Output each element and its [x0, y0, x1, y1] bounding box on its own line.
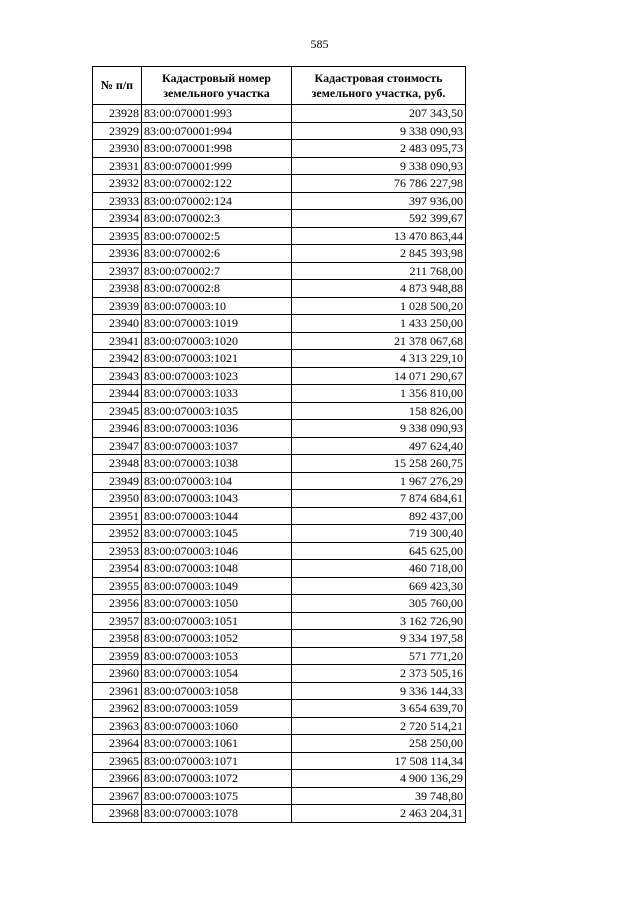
table-row: [93, 630, 466, 648]
row-number-cell: 23940: [93, 315, 142, 333]
cadastral-number-cell: 83:00:070002:122: [142, 175, 292, 193]
cadastral-number-cell: 83:00:070003:1058: [142, 682, 292, 700]
cadastral-value-cell: 39 748,80: [292, 787, 466, 805]
table-row: [93, 367, 466, 385]
cadastral-number-cell: 83:00:070003:1059: [142, 700, 292, 718]
cadastral-value-cell: 15 258 260,75: [292, 455, 466, 473]
cadastral-number-cell: 83:00:070001:993: [142, 105, 292, 123]
cadastral-value-cell: 1 433 250,00: [292, 315, 466, 333]
page-number: 585: [310, 37, 329, 51]
cadastral-value-cell: 2 483 095,73: [292, 140, 466, 158]
cadastral-value-cell: 2 720 514,21: [292, 717, 466, 735]
cadastral-value-cell: 4 900 136,29: [292, 770, 466, 788]
table-row: [93, 805, 466, 823]
row-number-cell: 23949: [93, 472, 142, 490]
cadastral-number-cell: 83:00:070002:6: [142, 245, 292, 263]
row-number-cell: 23929: [93, 122, 142, 140]
row-number-cell: 23930: [93, 140, 142, 158]
table-row: [93, 385, 466, 403]
cadastral-value-cell: 497 624,40: [292, 437, 466, 455]
cadastral-value-cell: 21 378 067,68: [292, 332, 466, 350]
table-row: [93, 647, 466, 665]
table-row: [93, 665, 466, 683]
cadastral-number-cell: 83:00:070002:7: [142, 262, 292, 280]
row-number-cell: 23963: [93, 717, 142, 735]
table-body: [93, 105, 466, 823]
cadastral-number-cell: 83:00:070001:998: [142, 140, 292, 158]
header-row: [93, 67, 466, 105]
cadastral-value-cell: 3 654 639,70: [292, 700, 466, 718]
row-number-cell: 23958: [93, 630, 142, 648]
cadastral-value-cell: 2 373 505,16: [292, 665, 466, 683]
cadastral-number-cell: 83:00:070002:5: [142, 227, 292, 245]
cadastral-number-cell: 83:00:070003:1061: [142, 735, 292, 753]
row-number-cell: 23941: [93, 332, 142, 350]
table-row: [93, 770, 466, 788]
row-number-cell: 23962: [93, 700, 142, 718]
cadastral-number-cell: 83:00:070003:1051: [142, 612, 292, 630]
table-row: [93, 262, 466, 280]
cadastral-number-cell: 83:00:070001:994: [142, 122, 292, 140]
cadastral-number-cell: 83:00:070003:1036: [142, 420, 292, 438]
cadastral-value-cell: 2 463 204,31: [292, 805, 466, 823]
row-number-cell: 23948: [93, 455, 142, 473]
table-row: [93, 787, 466, 805]
row-number-cell: 23961: [93, 682, 142, 700]
cadastral-value-cell: 158 826,00: [292, 402, 466, 420]
cadastral-number-cell: 83:00:070003:1072: [142, 770, 292, 788]
cadastral-value-cell: 17 508 114,34: [292, 752, 466, 770]
table-row: [93, 612, 466, 630]
cadastral-value-cell: 305 760,00: [292, 595, 466, 613]
table-row: [93, 402, 466, 420]
cadastral-value-cell: 1 967 276,29: [292, 472, 466, 490]
table-row: [93, 192, 466, 210]
row-number-cell: 23968: [93, 805, 142, 823]
row-number-cell: 23935: [93, 227, 142, 245]
table-row: [93, 490, 466, 508]
cadastral-number-cell: 83:00:070003:1023: [142, 367, 292, 385]
cadastral-number-cell: 83:00:070003:1043: [142, 490, 292, 508]
header-num: № п/п: [93, 67, 142, 105]
table-row: [93, 717, 466, 735]
cadastral-value-cell: 2 845 393,98: [292, 245, 466, 263]
cadastral-table: [92, 66, 466, 823]
cadastral-number-cell: 83:00:070003:1071: [142, 752, 292, 770]
table-row: [93, 227, 466, 245]
row-number-cell: 23957: [93, 612, 142, 630]
table-row: [93, 525, 466, 543]
cadastral-number-cell: 83:00:070003:1021: [142, 350, 292, 368]
row-number-cell: 23954: [93, 560, 142, 578]
cadastral-value-cell: 13 470 863,44: [292, 227, 466, 245]
row-number-cell: 23950: [93, 490, 142, 508]
row-number-cell: 23944: [93, 385, 142, 403]
row-number-cell: 23937: [93, 262, 142, 280]
row-number-cell: 23939: [93, 297, 142, 315]
cadastral-value-cell: 1 028 500,20: [292, 297, 466, 315]
row-number-cell: 23966: [93, 770, 142, 788]
cadastral-number-cell: 83:00:070003:1020: [142, 332, 292, 350]
row-number-cell: 23947: [93, 437, 142, 455]
table-row: [93, 157, 466, 175]
row-number-cell: 23946: [93, 420, 142, 438]
table-row: [93, 595, 466, 613]
cadastral-number-cell: 83:00:070003:1038: [142, 455, 292, 473]
cadastral-number-cell: 83:00:070003:104: [142, 472, 292, 490]
row-number-cell: 23953: [93, 542, 142, 560]
row-number-cell: 23964: [93, 735, 142, 753]
table-row: [93, 700, 466, 718]
cadastral-number-cell: 83:00:070003:1048: [142, 560, 292, 578]
row-number-cell: 23938: [93, 280, 142, 298]
cadastral-value-cell: 4 313 229,10: [292, 350, 466, 368]
row-number-cell: 23967: [93, 787, 142, 805]
row-number-cell: 23959: [93, 647, 142, 665]
cadastral-value-cell: 9 334 197,58: [292, 630, 466, 648]
header-cadastral-number: Кадастровый номер земельного участка: [142, 67, 292, 105]
table-row: [93, 472, 466, 490]
table-row: [93, 560, 466, 578]
cadastral-number-cell: 83:00:070002:3: [142, 210, 292, 228]
cadastral-number-cell: 83:00:070003:1045: [142, 525, 292, 543]
table-row: [93, 350, 466, 368]
cadastral-value-cell: 460 718,00: [292, 560, 466, 578]
cadastral-value-cell: 645 625,00: [292, 542, 466, 560]
cadastral-value-cell: 719 300,40: [292, 525, 466, 543]
table-row: [93, 175, 466, 193]
cadastral-value-cell: 9 338 090,93: [292, 157, 466, 175]
header-cadastral-value: Кадастровая стоимость земельного участка, руб.: [292, 67, 466, 105]
table-row: [93, 297, 466, 315]
row-number-cell: 23945: [93, 402, 142, 420]
row-number-cell: 23931: [93, 157, 142, 175]
cadastral-value-cell: 669 423,30: [292, 577, 466, 595]
cadastral-number-cell: 83:00:070003:1052: [142, 630, 292, 648]
cadastral-value-cell: 14 071 290,67: [292, 367, 466, 385]
table-row: [93, 122, 466, 140]
cadastral-value-cell: 76 786 227,98: [292, 175, 466, 193]
table-row: [93, 542, 466, 560]
row-number-cell: 23960: [93, 665, 142, 683]
table-row: [93, 682, 466, 700]
table-row: [93, 455, 466, 473]
row-number-cell: 23934: [93, 210, 142, 228]
cadastral-number-cell: 83:00:070003:1019: [142, 315, 292, 333]
row-number-cell: 23952: [93, 525, 142, 543]
cadastral-number-cell: 83:00:070003:1037: [142, 437, 292, 455]
cadastral-number-cell: 83:00:070003:1044: [142, 507, 292, 525]
row-number-cell: 23933: [93, 192, 142, 210]
cadastral-number-cell: 83:00:070003:1075: [142, 787, 292, 805]
cadastral-value-cell: 9 338 090,93: [292, 122, 466, 140]
table-row: [93, 735, 466, 753]
cadastral-value-cell: 571 771,20: [292, 647, 466, 665]
cadastral-number-cell: 83:00:070003:1049: [142, 577, 292, 595]
table-row: [93, 332, 466, 350]
table-row: [93, 437, 466, 455]
cadastral-number-cell: 83:00:070003:10: [142, 297, 292, 315]
table-row: [93, 140, 466, 158]
row-number-cell: 23942: [93, 350, 142, 368]
cadastral-number-cell: 83:00:070003:1054: [142, 665, 292, 683]
row-number-cell: 23943: [93, 367, 142, 385]
cadastral-number-cell: 83:00:070003:1035: [142, 402, 292, 420]
table-row: [93, 507, 466, 525]
cadastral-value-cell: 1 356 810,00: [292, 385, 466, 403]
cadastral-number-cell: 83:00:070003:1050: [142, 595, 292, 613]
table-row: [93, 577, 466, 595]
table-row: [93, 280, 466, 298]
cadastral-value-cell: 207 343,50: [292, 105, 466, 123]
cadastral-number-cell: 83:00:070002:124: [142, 192, 292, 210]
table-header: [93, 67, 466, 105]
cadastral-value-cell: 9 338 090,93: [292, 420, 466, 438]
table-row: [93, 210, 466, 228]
cadastral-value-cell: 211 768,00: [292, 262, 466, 280]
row-number-cell: 23965: [93, 752, 142, 770]
cadastral-value-cell: 592 399,67: [292, 210, 466, 228]
cadastral-value-cell: 258 250,00: [292, 735, 466, 753]
cadastral-value-cell: 7 874 684,61: [292, 490, 466, 508]
cadastral-number-cell: 83:00:070002:8: [142, 280, 292, 298]
cadastral-number-cell: 83:00:070003:1053: [142, 647, 292, 665]
cadastral-number-cell: 83:00:070003:1046: [142, 542, 292, 560]
cadastral-number-cell: 83:00:070003:1060: [142, 717, 292, 735]
row-number-cell: 23932: [93, 175, 142, 193]
cadastral-value-cell: 892 437,00: [292, 507, 466, 525]
row-number-cell: 23928: [93, 105, 142, 123]
row-number-cell: 23951: [93, 507, 142, 525]
cadastral-value-cell: 3 162 726,90: [292, 612, 466, 630]
table-row: [93, 752, 466, 770]
cadastral-value-cell: 397 936,00: [292, 192, 466, 210]
row-number-cell: 23936: [93, 245, 142, 263]
table-row: [93, 315, 466, 333]
row-number-cell: 23955: [93, 577, 142, 595]
cadastral-value-cell: 9 336 144,33: [292, 682, 466, 700]
cadastral-number-cell: 83:00:070003:1033: [142, 385, 292, 403]
table-row: [93, 420, 466, 438]
cadastral-number-cell: 83:00:070003:1078: [142, 805, 292, 823]
table-row: [93, 245, 466, 263]
row-number-cell: 23956: [93, 595, 142, 613]
cadastral-number-cell: 83:00:070001:999: [142, 157, 292, 175]
cadastral-value-cell: 4 873 948,88: [292, 280, 466, 298]
table-row: [93, 105, 466, 123]
